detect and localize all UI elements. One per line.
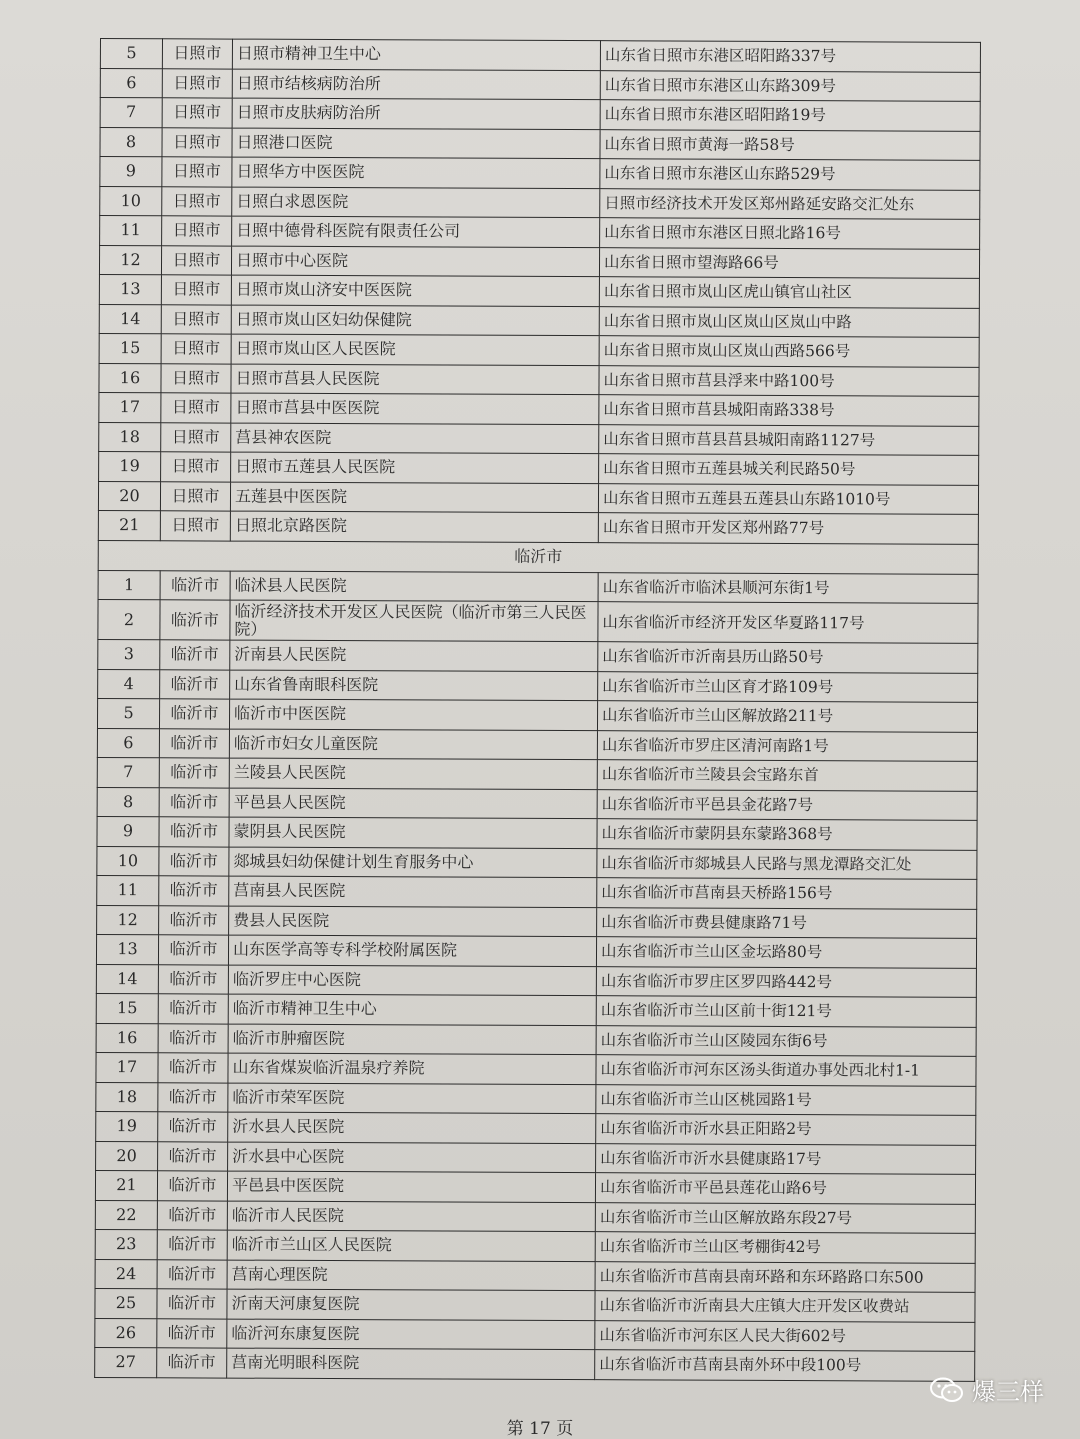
hospital-name: 日照市皮肤病防治所 [232, 98, 600, 129]
page-number: 第 17 页 [506, 1419, 574, 1439]
table-row [96, 1082, 976, 1115]
row-number: 11 [100, 216, 162, 246]
table-row [97, 698, 977, 731]
row-city: 日照市 [161, 304, 231, 334]
hospital-name: 郯城县妇幼保健计划生育服务中心 [229, 847, 597, 878]
rizhao-section [98, 39, 980, 544]
hospital-name: 兰陵县人民医院 [229, 758, 597, 789]
table-row [97, 875, 977, 908]
row-city: 日照市 [162, 186, 232, 216]
hospital-name: 临沂市精神卫生中心 [228, 994, 596, 1025]
hospital-address: 山东省日照市莒县城阳南路338号 [599, 395, 979, 426]
row-city: 日照市 [161, 245, 231, 275]
table-row [100, 216, 980, 249]
table-row [95, 1318, 975, 1351]
row-number: 18 [99, 422, 161, 452]
row-number: 19 [96, 1111, 158, 1141]
row-city: 日照市 [161, 422, 231, 452]
hospital-name: 日照华方中医医院 [232, 157, 600, 188]
row-number: 17 [99, 392, 161, 422]
row-city: 临沂市 [158, 1053, 228, 1083]
hospital-name: 临沂河东康复医院 [227, 1319, 595, 1350]
row-city: 临沂市 [157, 1200, 227, 1230]
table-row [98, 669, 978, 702]
hospital-address: 山东省日照市莒县浮来中路100号 [599, 365, 979, 396]
section-header-row [98, 540, 978, 574]
hospital-name: 临沂市荣军医院 [228, 1083, 596, 1114]
row-city: 日照市 [162, 157, 232, 187]
table-row [97, 757, 977, 790]
row-city: 临沂市 [158, 935, 228, 965]
table-row [99, 245, 979, 278]
hospital-address: 山东省临沂市莒南县南环路和东环路路口东500 [595, 1261, 975, 1292]
row-number: 6 [97, 728, 159, 758]
row-number: 19 [99, 451, 161, 481]
row-number: 15 [99, 333, 161, 363]
hospital-address: 山东省日照市岚山区岚山区岚山中路 [599, 306, 979, 337]
hospital-name: 日照市岚山济安中医医院 [231, 275, 599, 306]
table-row [99, 274, 979, 307]
table-row [96, 964, 976, 997]
row-city: 临沂市 [159, 817, 229, 847]
row-city: 临沂市 [157, 1289, 227, 1319]
row-number: 14 [99, 304, 161, 334]
table-row [98, 481, 978, 514]
hospital-address: 山东省临沂市兰山区前十街121号 [596, 996, 976, 1027]
hospital-name: 临沂市妇女儿童医院 [229, 729, 597, 760]
table-row [99, 363, 979, 396]
table-row [97, 787, 977, 820]
table-row [100, 127, 980, 160]
hospital-address: 山东省临沂市兰山区桃园路1号 [596, 1084, 976, 1115]
table-row [97, 728, 977, 761]
row-number: 22 [95, 1200, 157, 1230]
hospital-address: 山东省日照市岚山区虎山镇官山社区 [599, 277, 979, 308]
table-row [95, 1229, 975, 1262]
hospital-name: 日照市五莲县人民医院 [231, 452, 599, 483]
hospital-name: 临沂市中医医院 [229, 699, 597, 730]
row-city: 日照市 [161, 393, 231, 423]
hospital-name: 日照市岚山区妇幼保健院 [231, 305, 599, 336]
linyi-section [95, 570, 979, 1381]
hospital-address: 山东省日照市五莲县城关利民路50号 [599, 454, 979, 485]
row-number: 7 [100, 98, 162, 128]
row-city: 临沂市 [159, 876, 229, 906]
wechat-icon [930, 1377, 964, 1403]
table-row [96, 1141, 976, 1174]
hospital-name: 沂水县中心医院 [228, 1142, 596, 1173]
watermark [930, 1372, 1044, 1407]
table-row [99, 451, 979, 484]
row-number: 9 [100, 157, 162, 187]
table-row [97, 905, 977, 938]
hospital-name: 日照市结核病防治所 [232, 69, 600, 100]
hospital-address: 山东省临沂市沂南县大庄镇大庄开发区收费站 [595, 1291, 975, 1322]
hospital-address: 山东省日照市望海路66号 [599, 247, 979, 278]
row-city: 日照市 [162, 216, 232, 246]
hospital-name: 五莲县中医医院 [230, 482, 598, 513]
hospital-address: 山东省日照市莒县莒县城阳南路1127号 [599, 424, 979, 455]
hospital-address: 日照市经济技术开发区郑州路延安路交汇处东 [600, 188, 980, 219]
table-row [95, 1288, 975, 1321]
row-number: 6 [100, 68, 162, 98]
section-title: 临沂市 [98, 540, 978, 574]
hospital-address: 山东省临沂市莒南县南外环中段100号 [595, 1350, 975, 1381]
hospital-address: 山东省临沂市罗庄区清河南路1号 [597, 730, 977, 761]
table-row [99, 422, 979, 455]
row-city: 日照市 [161, 452, 231, 482]
row-number: 13 [99, 274, 161, 304]
row-city: 临沂市 [159, 758, 229, 788]
table-row [98, 599, 978, 643]
row-number: 16 [96, 1023, 158, 1053]
hospital-name: 临沂市人民医院 [227, 1201, 595, 1232]
row-city: 临沂市 [158, 1112, 228, 1142]
hospital-address: 山东省日照市东港区昭阳路337号 [600, 41, 980, 72]
hospital-address: 山东省临沂市平邑县金花路7号 [597, 789, 977, 820]
row-city: 临沂市 [157, 1230, 227, 1260]
table-row [98, 639, 978, 672]
row-number: 7 [97, 757, 159, 787]
row-city: 日照市 [160, 481, 230, 511]
table-row [95, 1259, 975, 1292]
row-city: 日照市 [162, 127, 232, 157]
hospital-address: 山东省临沂市临沭县顺河东街1号 [598, 572, 978, 603]
row-number: 21 [98, 510, 160, 540]
hospital-name: 日照中德骨科医院有限责任公司 [232, 216, 600, 247]
hospital-name: 蒙阴县人民医院 [229, 817, 597, 848]
row-number: 17 [96, 1052, 158, 1082]
table-row [99, 304, 979, 337]
row-number: 12 [97, 905, 159, 935]
row-city: 临沂市 [159, 728, 229, 758]
hospital-name: 沂南天河康复医院 [227, 1289, 595, 1320]
row-number: 26 [95, 1318, 157, 1348]
hospital-name: 平邑县人民医院 [229, 788, 597, 819]
row-number: 9 [97, 816, 159, 846]
row-number: 14 [96, 964, 158, 994]
hospital-name: 莒南心理医院 [227, 1260, 595, 1291]
hospital-address: 山东省日照市东港区日照北路16号 [600, 218, 980, 249]
row-city: 临沂市 [157, 1171, 227, 1201]
row-city: 日照市 [161, 275, 231, 305]
table-row [100, 39, 980, 72]
hospital-address: 山东省临沂市费县健康路71号 [597, 907, 977, 938]
row-city: 临沂市 [160, 640, 230, 670]
table-row [95, 1200, 975, 1233]
hospital-name: 费县人民医院 [229, 906, 597, 937]
hospital-address: 山东省临沂市平邑县莲花山路6号 [595, 1173, 975, 1204]
table-row [95, 1170, 975, 1203]
row-number: 21 [95, 1170, 157, 1200]
hospital-name: 临沂罗庄中心医院 [228, 965, 596, 996]
hospital-address: 山东省临沂市蒙阴县东蒙路368号 [597, 819, 977, 850]
row-city: 临沂市 [159, 905, 229, 935]
table-row [100, 186, 980, 219]
hospital-address: 山东省临沂市沂水县健康路17号 [596, 1143, 976, 1174]
hospital-address: 山东省临沂市兰山区育才路109号 [598, 671, 978, 702]
table-row [96, 1111, 976, 1144]
hospital-address: 山东省日照市东港区昭阳路19号 [600, 100, 980, 131]
hospital-address: 山东省日照市五莲县五莲县山东路1010号 [598, 483, 978, 514]
hospital-name: 日照市莒县人民医院 [231, 364, 599, 395]
row-number: 3 [98, 639, 160, 669]
row-city: 日照市 [162, 39, 232, 69]
row-number: 8 [100, 127, 162, 157]
hospital-name: 山东省煤炭临沂温泉疗养院 [228, 1053, 596, 1084]
hospital-address: 山东省临沂市兰陵县会宝路东首 [597, 760, 977, 791]
hospital-address: 山东省临沂市沂水县正阳路2号 [596, 1114, 976, 1145]
hospital-address: 山东省临沂市兰山区陵园东街6号 [596, 1025, 976, 1056]
row-city: 临沂市 [160, 570, 230, 600]
row-city: 日照市 [161, 363, 231, 393]
row-number: 23 [95, 1229, 157, 1259]
row-number: 10 [100, 186, 162, 216]
hospital-name: 日照北京路医院 [230, 511, 598, 542]
row-number: 18 [96, 1082, 158, 1112]
table-row [98, 570, 978, 603]
row-number: 2 [98, 599, 160, 639]
hospital-address: 山东省日照市岚山区岚山西路566号 [599, 336, 979, 367]
hospital-address: 山东省临沂市莒南县天桥路156号 [597, 878, 977, 909]
table-row [95, 1347, 975, 1380]
hospital-name: 莒县神农医院 [231, 423, 599, 454]
hospital-name: 临沂经济技术开发区人民医院（临沂市第三人民医院） [230, 600, 598, 642]
row-city: 临沂市 [159, 787, 229, 817]
row-city: 临沂市 [158, 994, 228, 1024]
hospital-table [94, 38, 981, 1381]
linyi-section-header [98, 540, 978, 574]
row-city: 临沂市 [158, 1082, 228, 1112]
hospital-name: 日照市岚山区人民医院 [231, 334, 599, 365]
hospital-address: 山东省临沂市兰山区考棚街42号 [595, 1232, 975, 1263]
hospital-name: 临沂市兰山区人民医院 [227, 1230, 595, 1261]
table-row [98, 510, 978, 543]
hospital-name: 日照白求恩医院 [232, 187, 600, 218]
hospital-name: 山东省鲁南眼科医院 [230, 670, 598, 701]
row-number: 16 [99, 363, 161, 393]
row-city: 日照市 [162, 98, 232, 128]
table-row [99, 333, 979, 366]
table-row [99, 392, 979, 425]
hospital-address: 山东省临沂市河东区汤头街道办事处西北村1-1 [596, 1055, 976, 1086]
row-number: 5 [100, 39, 162, 69]
hospital-list-sheet [94, 38, 980, 1381]
row-number: 13 [96, 934, 158, 964]
row-number: 15 [96, 993, 158, 1023]
row-city: 临沂市 [158, 1141, 228, 1171]
hospital-name: 平邑县中医医院 [227, 1171, 595, 1202]
row-city: 临沂市 [160, 600, 230, 640]
row-number: 4 [98, 669, 160, 699]
hospital-name: 莒南光明眼科医院 [227, 1348, 595, 1379]
row-city: 临沂市 [158, 1023, 228, 1053]
hospital-address: 山东省日照市黄海一路58号 [600, 129, 980, 160]
row-number: 25 [95, 1288, 157, 1318]
hospital-address: 山东省临沂市兰山区解放路211号 [597, 701, 977, 732]
hospital-name: 莒南县人民医院 [229, 876, 597, 907]
hospital-name: 沂水县人民医院 [228, 1112, 596, 1143]
table-row [96, 1023, 976, 1056]
hospital-address: 山东省日照市东港区山东路309号 [600, 70, 980, 101]
row-number: 24 [95, 1259, 157, 1289]
table-row [96, 934, 976, 967]
row-number: 10 [97, 846, 159, 876]
table-row [97, 846, 977, 879]
hospital-name: 临沂市肿瘤医院 [228, 1024, 596, 1055]
hospital-name: 日照港口医院 [232, 128, 600, 159]
row-number: 12 [99, 245, 161, 275]
row-city: 临沂市 [158, 964, 228, 994]
row-city: 日照市 [160, 511, 230, 541]
hospital-address: 山东省临沂市河东区人民大街602号 [595, 1320, 975, 1351]
hospital-address: 山东省日照市开发区郑州路77号 [598, 513, 978, 544]
row-number: 20 [96, 1141, 158, 1171]
hospital-name: 日照市莒县中医医院 [231, 393, 599, 424]
row-city: 临沂市 [157, 1318, 227, 1348]
hospital-name: 日照市中心医院 [231, 246, 599, 277]
hospital-address: 山东省临沂市郯城县人民路与黑龙潭路交汇处 [597, 848, 977, 879]
table-row [97, 816, 977, 849]
table-row [96, 993, 976, 1026]
table-row [100, 157, 980, 190]
table-row [96, 1052, 976, 1085]
hospital-name: 山东医学高等专科学校附属医院 [228, 935, 596, 966]
row-number: 1 [98, 570, 160, 600]
hospital-address: 山东省临沂市经济开发区华夏路117号 [598, 602, 978, 644]
hospital-name: 日照市精神卫生中心 [232, 39, 600, 70]
row-city: 临沂市 [159, 846, 229, 876]
row-city: 临沂市 [157, 1259, 227, 1289]
row-number: 20 [98, 481, 160, 511]
watermark-text: 爆三样 [972, 1378, 1044, 1406]
row-city: 日照市 [162, 68, 232, 98]
hospital-address: 山东省临沂市兰山区金坛路80号 [596, 937, 976, 968]
hospital-address: 山东省临沂市兰山区解放路东段27号 [595, 1202, 975, 1233]
hospital-address: 山东省临沂市罗庄区罗四路442号 [596, 966, 976, 997]
row-city: 临沂市 [157, 1348, 227, 1378]
hospital-address: 山东省临沂市沂南县历山路50号 [598, 642, 978, 673]
table-row [100, 98, 980, 131]
row-number: 11 [97, 875, 159, 905]
row-number: 27 [95, 1347, 157, 1377]
hospital-name: 临沭县人民医院 [230, 571, 598, 602]
row-city: 日照市 [161, 334, 231, 364]
row-number: 8 [97, 787, 159, 817]
table-row [100, 68, 980, 101]
row-city: 临沂市 [159, 699, 229, 729]
hospital-name: 沂南县人民医院 [230, 640, 598, 671]
row-city: 临沂市 [160, 669, 230, 699]
row-number: 5 [97, 698, 159, 728]
hospital-address: 山东省日照市东港区山东路529号 [600, 159, 980, 190]
